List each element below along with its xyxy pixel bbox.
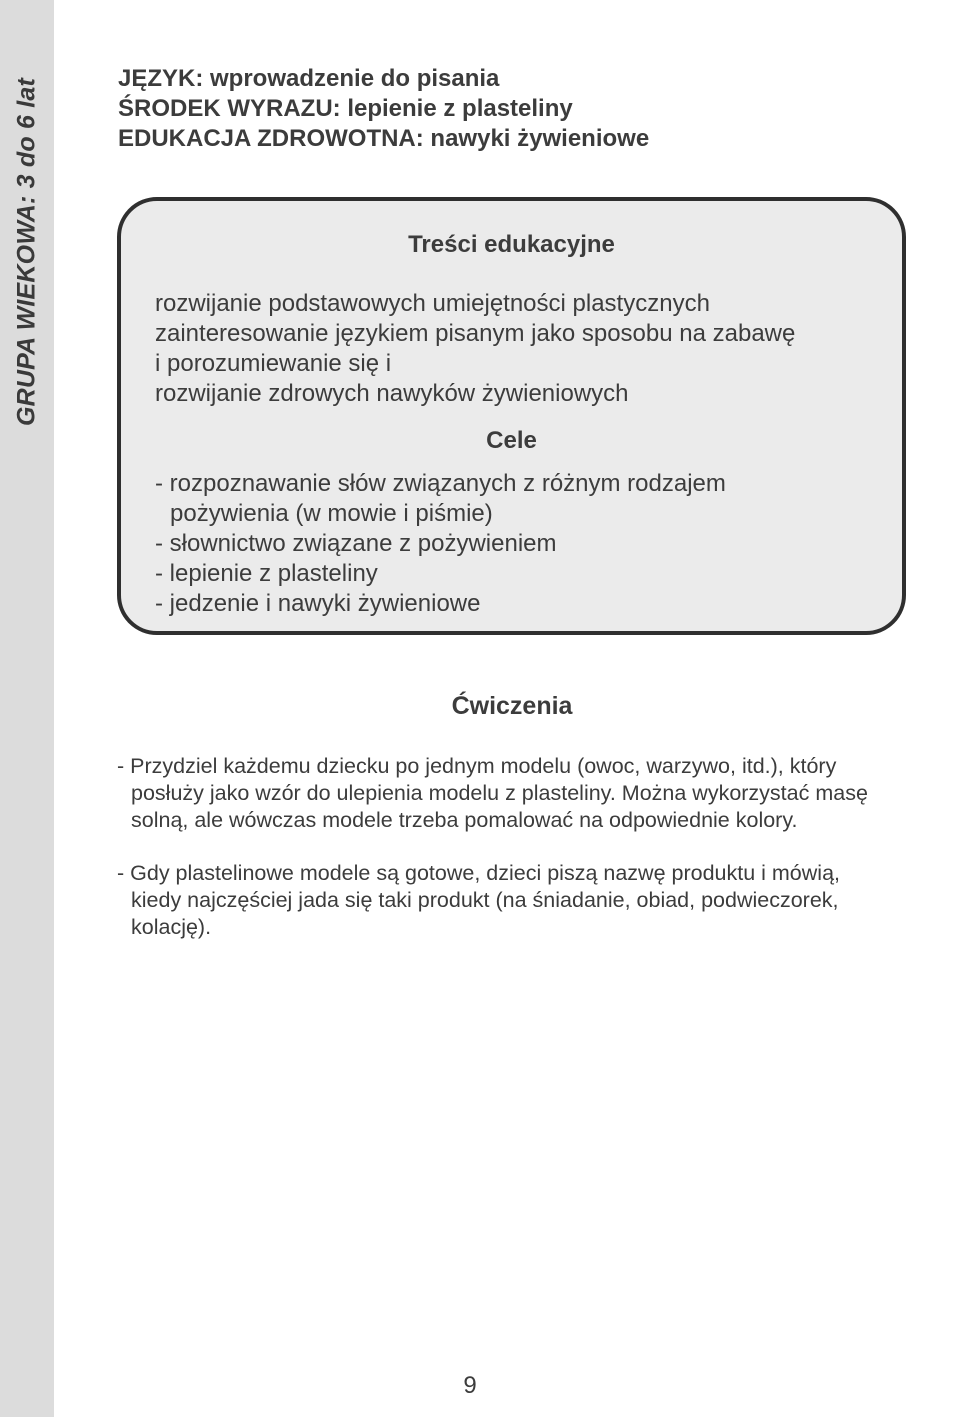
paragraph-line: kolację). xyxy=(131,915,212,939)
header-medium-line: ŚRODEK WYRAZU: lepienie z plasteliny xyxy=(118,95,573,122)
header-language-line: JĘZYK: wprowadzenie do pisania xyxy=(118,65,500,92)
list-item: rozwijanie zdrowych nawyków żywieniowych xyxy=(155,380,629,407)
side-strip xyxy=(0,0,54,1417)
list-item: zainteresowanie językiem pisanym jako sposobu na zabawę xyxy=(155,320,796,347)
educational-content-title: Treści edukacyjne xyxy=(408,231,615,258)
educational-content-list xyxy=(155,289,795,409)
educational-content-box xyxy=(117,197,906,635)
paragraph-line: kiedy najczęściej jada się taki produkt (na śniadanie, obiad, podwieczorek, xyxy=(131,888,839,912)
lesson-header xyxy=(118,64,649,154)
age-group-label: GRUPA WIEKOWA: 3 do 6 lat xyxy=(12,77,41,427)
list-item: - lepienie z plasteliny xyxy=(155,560,378,587)
exercises-title: Ćwiczenia xyxy=(451,692,573,720)
exercise-paragraph-2 xyxy=(117,860,840,941)
header-health-line: EDUKACJA ZDROWOTNA: nawyki żywieniowe xyxy=(118,125,650,152)
exercise-paragraph-1 xyxy=(117,753,868,834)
list-item: rozwijanie podstawowych umiejętności plastycznych xyxy=(155,290,710,317)
list-item: - słownictwo związane z pożywieniem xyxy=(155,530,557,557)
paragraph-line: solną, ale wówczas modele trzeba pomalować na odpowiednie kolory. xyxy=(131,808,798,832)
paragraph-line: - Przydziel każdemu dziecku po jednym modelu (owoc, warzywo, itd.), który xyxy=(117,754,837,778)
paragraph-line: posłuży jako wzór do ulepienia modelu z plasteliny. Można wykorzystać masę xyxy=(131,781,868,805)
paragraph-line: - Gdy plastelinowe modele są gotowe, dzieci piszą nazwę produktu i mówią, xyxy=(117,861,841,885)
page-number: 9 xyxy=(463,1372,477,1399)
list-item: - jedzenie i nawyki żywieniowe xyxy=(155,590,481,617)
goals-list xyxy=(155,469,726,619)
list-item: - rozpoznawanie słów związanych z różnym rodzajem xyxy=(155,470,726,497)
list-item: pożywienia (w mowie i piśmie) xyxy=(170,500,493,527)
goals-title: Cele xyxy=(486,427,537,454)
list-item: i porozumiewanie się i xyxy=(155,350,392,377)
